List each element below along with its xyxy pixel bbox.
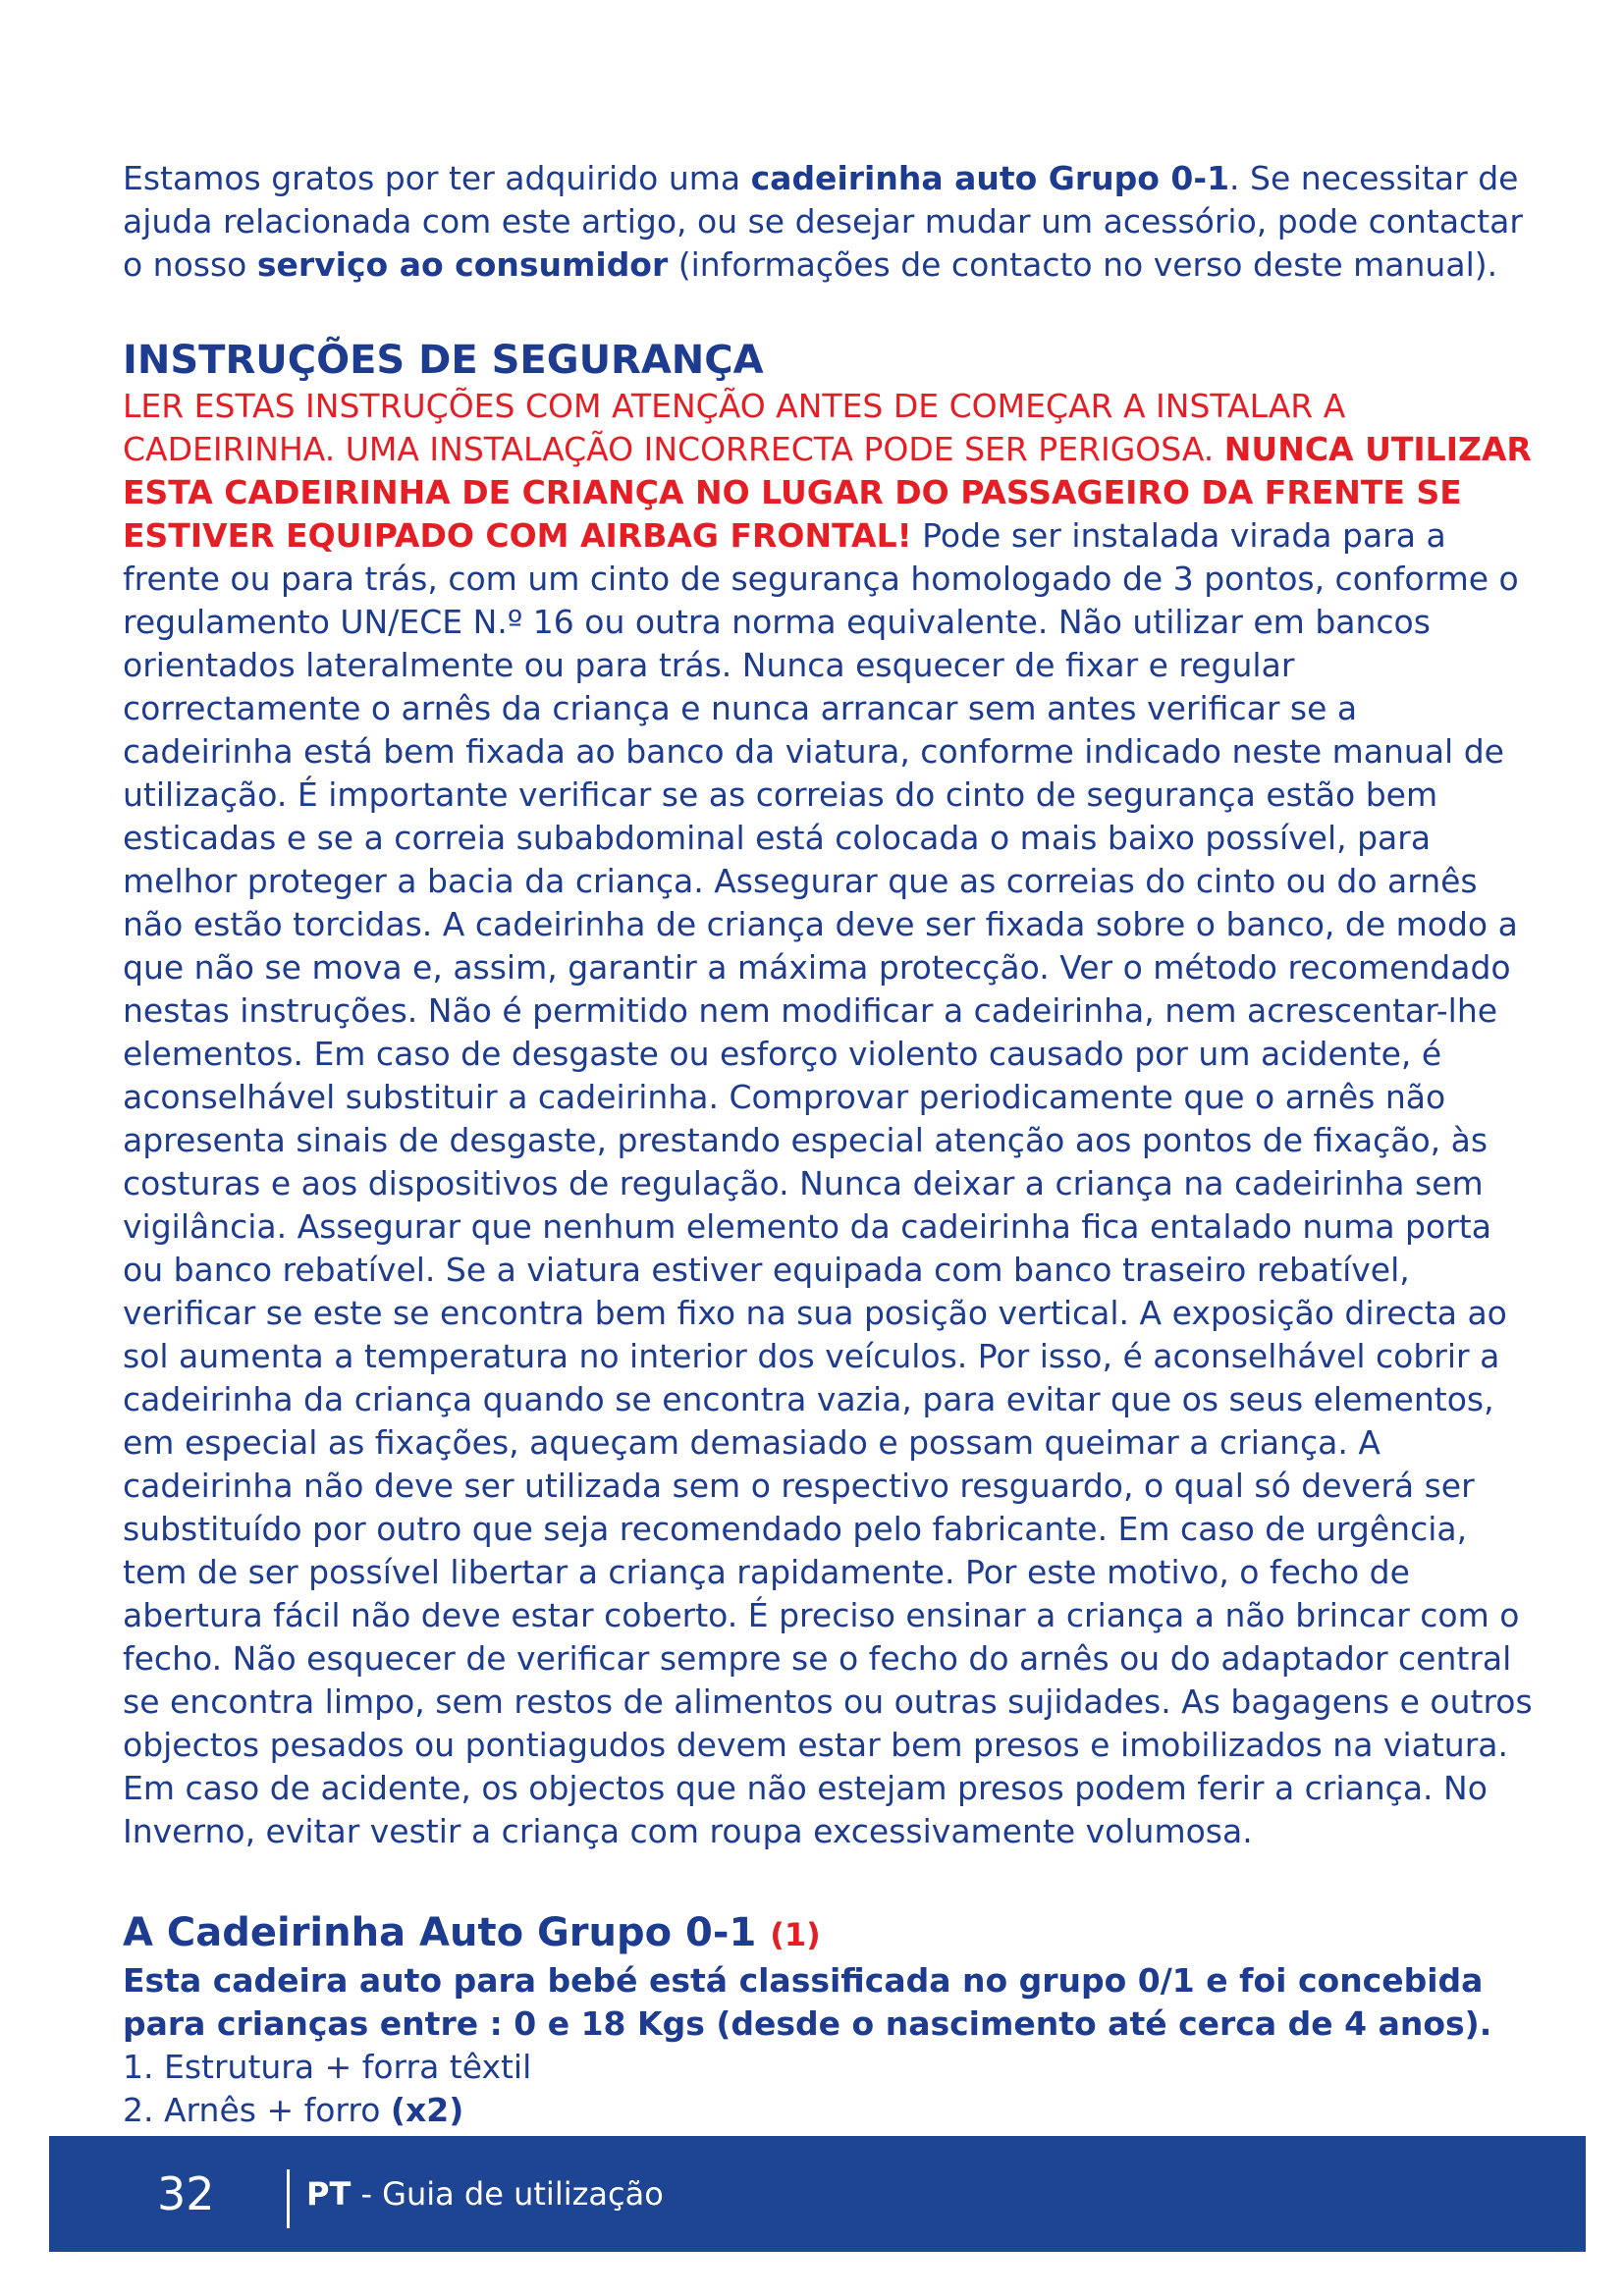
footer-bar xyxy=(49,2136,1586,2252)
intro-paragraph xyxy=(123,157,1537,287)
intro-text-1: Estamos gratos por ter adquirido uma xyxy=(123,159,751,197)
list-item-qty: (x2) xyxy=(390,2091,464,2129)
intro-text-3: (informações de contacto no verso deste manual). xyxy=(668,245,1498,284)
product-title-number: (1) xyxy=(770,1916,821,1953)
product-subtitle: Esta cadeira auto para bebé está classificada no grupo 0/1 e foi concebida para crianças entre : 0 e 18 Kgs (desde o nascimento até cerca de 4 anos). xyxy=(123,1961,1492,2043)
intro-bold-service: serviço ao consumidor xyxy=(256,245,669,284)
safety-paragraph xyxy=(123,385,1537,1853)
footer-guide: - Guia de utilização xyxy=(351,2175,664,2213)
safety-title: INSTRUÇÕES DE SEGURANÇA xyxy=(123,338,764,383)
safety-warning-bold: NUNCA UTILIZAR ESTA CADEIRINHA DE CRIANÇA NO LUGAR DO PASSAGEIRO DA FRENTE SE ESTIVER EQUIPADO COM AIRBAG FRONTAL! xyxy=(123,430,1532,555)
intro-bold-product: cadeirinha auto Grupo 0-1 xyxy=(750,159,1230,197)
page-content xyxy=(123,157,1537,2175)
product-title-text: A Cadeirinha Auto Grupo 0-1 xyxy=(123,1910,771,1955)
footer-divider xyxy=(287,2169,290,2228)
safety-warning: LER ESTAS INSTRUÇÕES COM ATENÇÃO ANTES DE COMEÇAR A INSTALAR A CADEIRINHA. UMA INSTALAÇÃO INCORRECTA PODE SER PERIGOSA. xyxy=(123,387,1346,468)
intro-text-2: . Se necessitar de ajuda relacionada com este artigo, ou se desejar mudar um acessório, pode contactar o nosso xyxy=(123,159,1523,284)
footer-lang: PT xyxy=(306,2175,352,2213)
product-title xyxy=(123,1908,1537,1959)
list-item-text: 2. Arnês + forro xyxy=(123,2091,391,2129)
list-item-text: 1. Estrutura + forra têxtil xyxy=(123,2048,532,2086)
list-item xyxy=(123,2089,1537,2132)
list-item xyxy=(123,2046,1537,2089)
page-number: 32 xyxy=(157,2167,215,2220)
safety-body: Pode ser instalada virada para a frente ou para trás, com um cinto de segurança homologado de 3 pontos, conforme o regulamento UN/ECE N.º 16 ou outra norma equivalente. Não utilizar em bancos orientados lateralmente ou para trás. Nunca esquecer de fixar e regular correctamente o arnês da criança e nunca arrancar sem antes verificar se a cadeirinha está bem fixada ao banco da viatura, conforme indicado neste manual de utilização. É importante verificar se as correias do cinto de segurança estão bem esticadas e se a correia subabdominal está colocada o mais baixo possível, para melhor proteger a bacia da criança. Assegurar que as correias do cinto ou do arnês não estão torcidas. A cadeirinha de criança deve ser fixada sobre o banco, de modo a que não se mova e, assim, garantir a máxima protecção. Ver o método recomendado nestas instruções. Não é permitido nem modificar a cadeirinha, nem acrescentar-lhe elementos. Em caso de desgaste ou esforço violento causado por um acidente, é aconselhável substituir a cadeirinha. Comprovar periodicamente que o arnês não apresenta sinais de desgaste, prestando especial atenção aos pontos de fixação, às costuras e aos dispositivos de regulação. Nunca deixar a criança na cadeirinha sem vigilância. Assegurar que nenhum elemento da cadeirinha fica entalado numa porta ou banco rebatível. Se a viatura estiver equipada com banco traseiro rebatível, verificar se este se encontra bem fixo na sua posição vertical. A exposição directa ao sol aumenta a temperatura no interior dos veículos. Por isso, é aconselhável cobrir a cadeirinha da criança quando se encontra vazia, para evitar que os seus elementos, em especial as fixações, aqueçam demasiado e possam queimar a criança. A cadeirinha não deve ser utilizada sem o respectivo resguardo, o qual só deverá ser substituído por outro que seja recomendado pelo fabricante. Em caso de urgência, tem de ser possível libertar a criança rapidamente. Por este motivo, o fecho de abertura fácil não deve estar coberto. É preciso ensinar a criança a não brincar com o fecho. Não esquecer de verificar sempre se o fecho do arnês ou do adaptador central se encontra limpo, sem restos de alimentos ou outras sujidades. As bagagens e outros objectos pesados ou pontiagudos devem estar bem presos e imobilizados na viatura. Em caso de acidente, os objectos que não estejam presos podem ferir a criança. No Inverno, evitar vestir a criança com roupa excessivamente volumosa. xyxy=(123,516,1533,1850)
footer-label xyxy=(306,2136,664,2252)
